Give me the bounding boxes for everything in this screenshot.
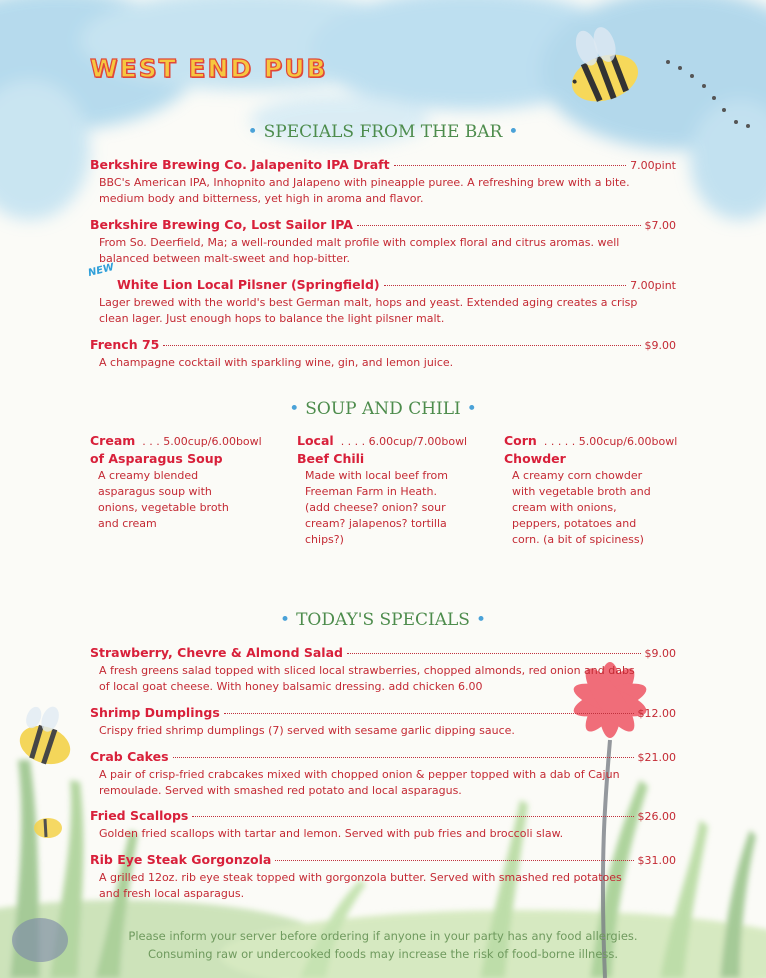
bar-item [87, 261, 676, 327]
item-price: 7.00pint [630, 279, 676, 292]
dot-leader [173, 757, 634, 758]
soup-description: Made with local beef from Freeman Farm in Heath. (add cheese? onion? sour cream? jalapenos? tortilla chips?) [305, 469, 448, 546]
special-item [90, 645, 676, 695]
soup-name-continued: Beef Chili [297, 451, 365, 466]
bullet-icon: • [280, 610, 291, 630]
soup-item [90, 433, 270, 532]
raw-food-warning: Consuming raw or undercooked foods may increase the risk of food-borne illness. [147, 947, 619, 961]
item-price: $7.00 [644, 219, 676, 232]
item-description: A fresh greens salad topped with sliced local strawberries, chopped almonds, red onion and dabs of local goat cheese. With honey balsamic dressing. add chicken 6.00 [99, 664, 635, 693]
dot-leader [357, 225, 641, 226]
soup-description: A creamy blended asparagus soup with onions, vegetable broth and cream [98, 469, 229, 530]
item-description: A grilled 12oz. rib eye steak topped with gorgonzola butter. Served with smashed red potatoes and fresh local asparagus. [99, 871, 622, 900]
item-name: Fried Scallops [90, 808, 189, 823]
dot-leader [384, 285, 627, 286]
soup-name-continued: Chowder [504, 451, 566, 466]
item-name: Crab Cakes [90, 749, 169, 764]
section-heading-today: • TODAY'S SPECIALS • [280, 610, 486, 630]
item-description: A pair of crisp-fried crabcakes mixed with chopped onion & pepper topped with a dab of Cajun remoulade. Served with smashed red potato and local asparagus. [99, 768, 620, 797]
section-heading-bar: • SPECIALS FROM THE BAR • [247, 122, 519, 142]
soup-name-continued: of Asparagus Soup [90, 451, 223, 466]
item-price: $12.00 [637, 707, 676, 720]
bullet-icon: • [247, 122, 258, 142]
soup-price: . . . . 6.00cup/7.00bowl [340, 435, 468, 448]
item-name: French 75 [90, 337, 160, 352]
page-title: WEST END PUB [90, 54, 328, 83]
bullet-icon: • [475, 610, 486, 630]
dot-leader [224, 713, 634, 714]
soup-item [297, 433, 477, 548]
special-item [90, 852, 676, 902]
dot-leader [347, 653, 641, 654]
soup-name: Corn [504, 433, 537, 448]
item-description: Golden fried scallops with tartar and lemon. Served with pub fries and broccoli slaw. [99, 827, 564, 840]
special-item [90, 705, 676, 739]
soup-description: A creamy corn chowder with vegetable broth and cream with onions, peppers, potatoes and corn. (a bit of spiciness) [512, 469, 651, 546]
bar-item [90, 157, 676, 207]
item-description: From So. Deerfield, Ma; a well-rounded malt profile with complex floral and citrus aromas. well balanced between malt-sweet and hop-bitter. [99, 236, 620, 265]
item-price: $26.00 [637, 810, 676, 823]
bullet-icon: • [508, 122, 519, 142]
item-name: Berkshire Brewing Co, Lost Sailor IPA [90, 217, 353, 232]
bullet-icon: • [466, 399, 477, 419]
allergy-notice [0, 927, 766, 963]
soup-price: . . . . . 5.00cup/6.00bowl [543, 435, 678, 448]
item-price: $9.00 [644, 647, 676, 660]
soup-name: Local [297, 433, 334, 448]
section-heading-soup: • SOUP AND CHILI • [289, 399, 477, 419]
item-price: $31.00 [637, 854, 676, 867]
dot-leader [163, 345, 640, 346]
item-description: BBC's American IPA, Inhopnito and Jalapeno with pineapple puree. A refreshing brew with a bite. medium body and bitterness, yet high in aroma and flavor. [99, 176, 630, 205]
item-description: A champagne cocktail with sparkling wine, gin, and lemon juice. [99, 356, 454, 369]
item-price: 7.00pint [630, 159, 676, 172]
item-description: Lager brewed with the world's best German malt, hops and yeast. Extended aging creates a crisp clean lager. Just enough hops to balance the light pilsner malt. [99, 296, 638, 325]
allergy-line: Please inform your server before ordering if anyone in your party has any food allergies. [128, 929, 638, 943]
dot-leader [394, 165, 627, 166]
item-name: Rib Eye Steak Gorgonzola [90, 852, 272, 867]
dot-leader [275, 860, 633, 861]
item-price: $21.00 [637, 751, 676, 764]
bar-item [90, 217, 676, 267]
item-name: Strawberry, Chevre & Almond Salad [90, 645, 343, 660]
item-name: Berkshire Brewing Co. Jalapenito IPA Draft [90, 157, 390, 172]
item-name: Shrimp Dumplings [90, 705, 220, 720]
item-description: Crispy fried shrimp dumplings (7) served with sesame garlic dipping sauce. [99, 724, 515, 737]
dot-leader [192, 816, 633, 817]
bullet-icon: • [289, 399, 300, 419]
soup-name: Cream [90, 433, 136, 448]
bar-item [90, 337, 676, 371]
soup-price: . . . 5.00cup/6.00bowl [142, 435, 262, 448]
item-name: White Lion Local Pilsner (Springfield) [117, 277, 380, 292]
special-item [90, 749, 676, 799]
new-badge: NEW [87, 261, 116, 280]
soup-item [504, 433, 684, 548]
special-item [90, 808, 676, 842]
item-price: $9.00 [644, 339, 676, 352]
